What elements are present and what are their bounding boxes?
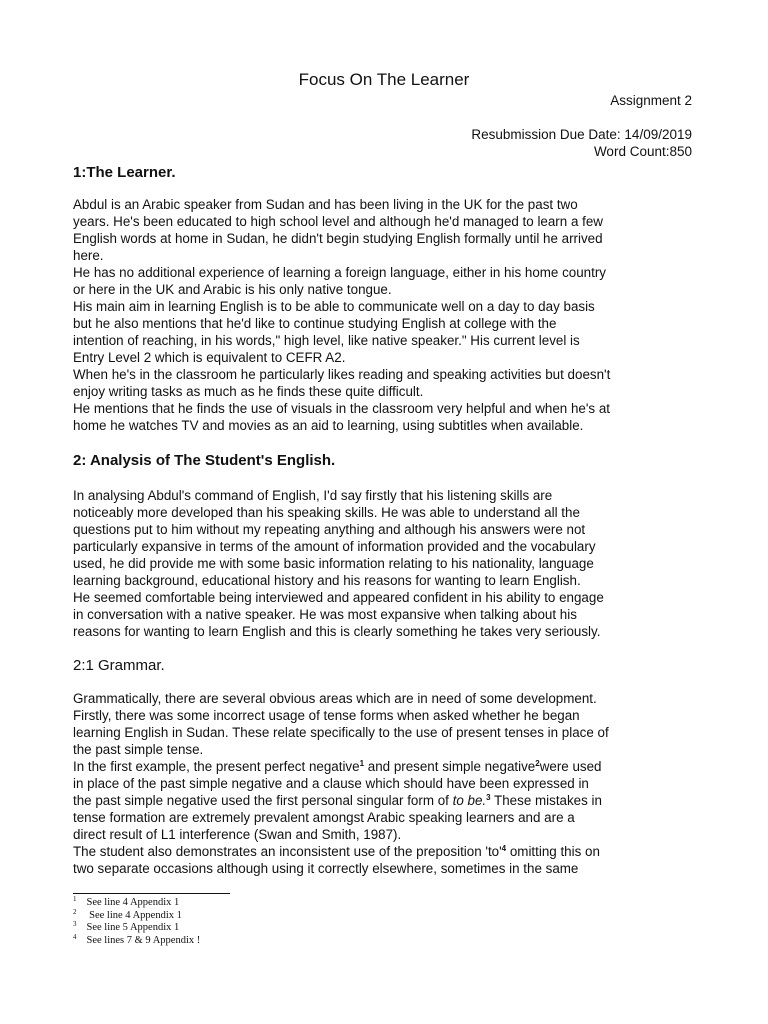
text-line: Abdul is an Arabic speaker from Sudan and has been living in the UK for the past two [73,197,578,212]
text-line: reasons for wanting to learn English and this is clearly something he takes very seriously. [73,624,601,639]
footnote-item [73,897,200,910]
text-line: years. He's been educated to high school level and although he'd managed to learn a few [73,214,603,229]
text-line: Grammatically, there are several obvious areas which are in need of some development. [73,691,597,706]
footnote-number: 4 [73,932,77,941]
footnote-item [73,922,200,935]
text-line: He mentions that he finds the use of visuals in the classroom very helpful and when he's at [73,401,610,416]
text-fragment: The student also demonstrates an inconsistent use of the preposition 'to' [73,844,502,859]
text-line: In analysing Abdul's command of English, I'd say firstly that his listening skills are [73,488,553,503]
section-heading-grammar: 2:1 Grammar. [73,657,165,674]
text-line: particularly expansive in terms of the amount of information provided and the vocabulary [73,539,596,554]
text-line: the past simple tense. [73,742,204,757]
text-line: direct result of L1 interference (Swan and Smith, 1987). [73,827,402,842]
text-line: noticeably more developed than his speaking skills. He was able to understand all the [73,505,580,520]
analysis-paragraph [73,487,698,640]
text-line [73,843,698,860]
text-line [73,758,698,775]
text-fragment: These mistakes in [490,793,602,808]
text-line: tense formation are extremely prevalent amongst Arabic speaking learners and are a [73,810,575,825]
text-fragment: and present simple negative [364,759,536,774]
text-fragment: omitting this on [506,844,600,859]
text-line: or here in the UK and Arabic is his only native tongue. [73,282,392,297]
grammar-paragraph [73,690,698,877]
footnote-number: 2 [73,907,77,916]
text-line: His main aim in learning English is to be able to communicate well on a day to day basis [73,299,595,314]
footnote-text: See line 5 Appendix 1 [86,922,180,933]
text-fragment: In the first example, the present perfect negative [73,759,360,774]
section-heading-analysis: 2: Analysis of The Student's English. [73,452,336,469]
footnote-text: See line 4 Appendix 1 [86,897,180,908]
footnote-number: 3 [73,920,77,928]
text-line: home he watches TV and movies as an aid to learning, using subtitles when available. [73,418,584,433]
footnotes [73,897,200,947]
text-line: two separate occasions although using it correctly elsewhere, sometimes in the same [73,861,579,876]
italic-term: to be. [452,793,487,808]
learner-paragraph [73,196,698,434]
document-title: Focus On The Learner [298,70,470,89]
footnote-divider [73,893,230,894]
text-line: here. [73,248,104,263]
section-heading-learner: 1:The Learner. [73,164,176,181]
text-line: Entry Level 2 which is equivalent to CEFR A2. [73,350,346,365]
footnote-ref-3[interactable]: 3 [486,793,491,802]
text-line: questions put to him without my repeating anything and although his answers were not [73,522,586,537]
text-line: Firstly, there was some incorrect usage of tense forms when asked whether he began [73,708,580,723]
footnote-text: See lines 7 & 9 Appendix ! [86,934,201,946]
footnote-item [73,907,200,923]
word-count: Word Count:850 [593,144,692,159]
text-line: in place of the past simple negative and a clause which should have been expressed in [73,776,589,791]
footnote-item [73,932,201,948]
resubmission-date: Resubmission Due Date: 14/09/2019 [471,127,692,142]
footnote-ref-1[interactable]: 1 [359,759,365,768]
text-line: enjoy writing tasks as much as he finds these quite difficult. [73,384,424,399]
text-line: When he's in the classroom he particularly likes reading and speaking activities but doesn't [73,367,611,382]
text-line: He has no additional experience of learning a foreign language, either in his home country [73,265,606,280]
text-line: learning background, educational history and his reasons for wanting to learn English. [73,573,581,588]
footnote-number: 1 [73,895,77,903]
footnote-text: See line 4 Appendix 1 [86,909,182,921]
text-line: English words at home in Sudan, he didn't begin studying English formally until he arrived [73,231,603,246]
text-line: learning English in Sudan. These relate specifically to the use of present tenses in place of [73,725,609,740]
text-line: used, he did provide me with some basic information relating to his nationality, language [73,556,594,571]
text-line: but he also mentions that he'd like to continue studying English at college with the [73,316,557,331]
text-fragment: the past simple negative used the first personal singular form of [73,793,453,808]
text-line [73,792,698,809]
text-line: intention of reaching, in his words," high level, like native speaker." His current level is [73,333,580,348]
text-line: He seemed comfortable being interviewed and appeared confident in his ability to engage [73,590,604,605]
text-fragment: were used [539,759,602,774]
text-line: in conversation with a native speaker. He was most expansive when talking about his [73,607,577,622]
footnote-ref-2[interactable]: 2 [535,759,540,768]
footnote-ref-4[interactable]: 4 [501,844,507,853]
assignment-label: Assignment 2 [610,93,692,108]
